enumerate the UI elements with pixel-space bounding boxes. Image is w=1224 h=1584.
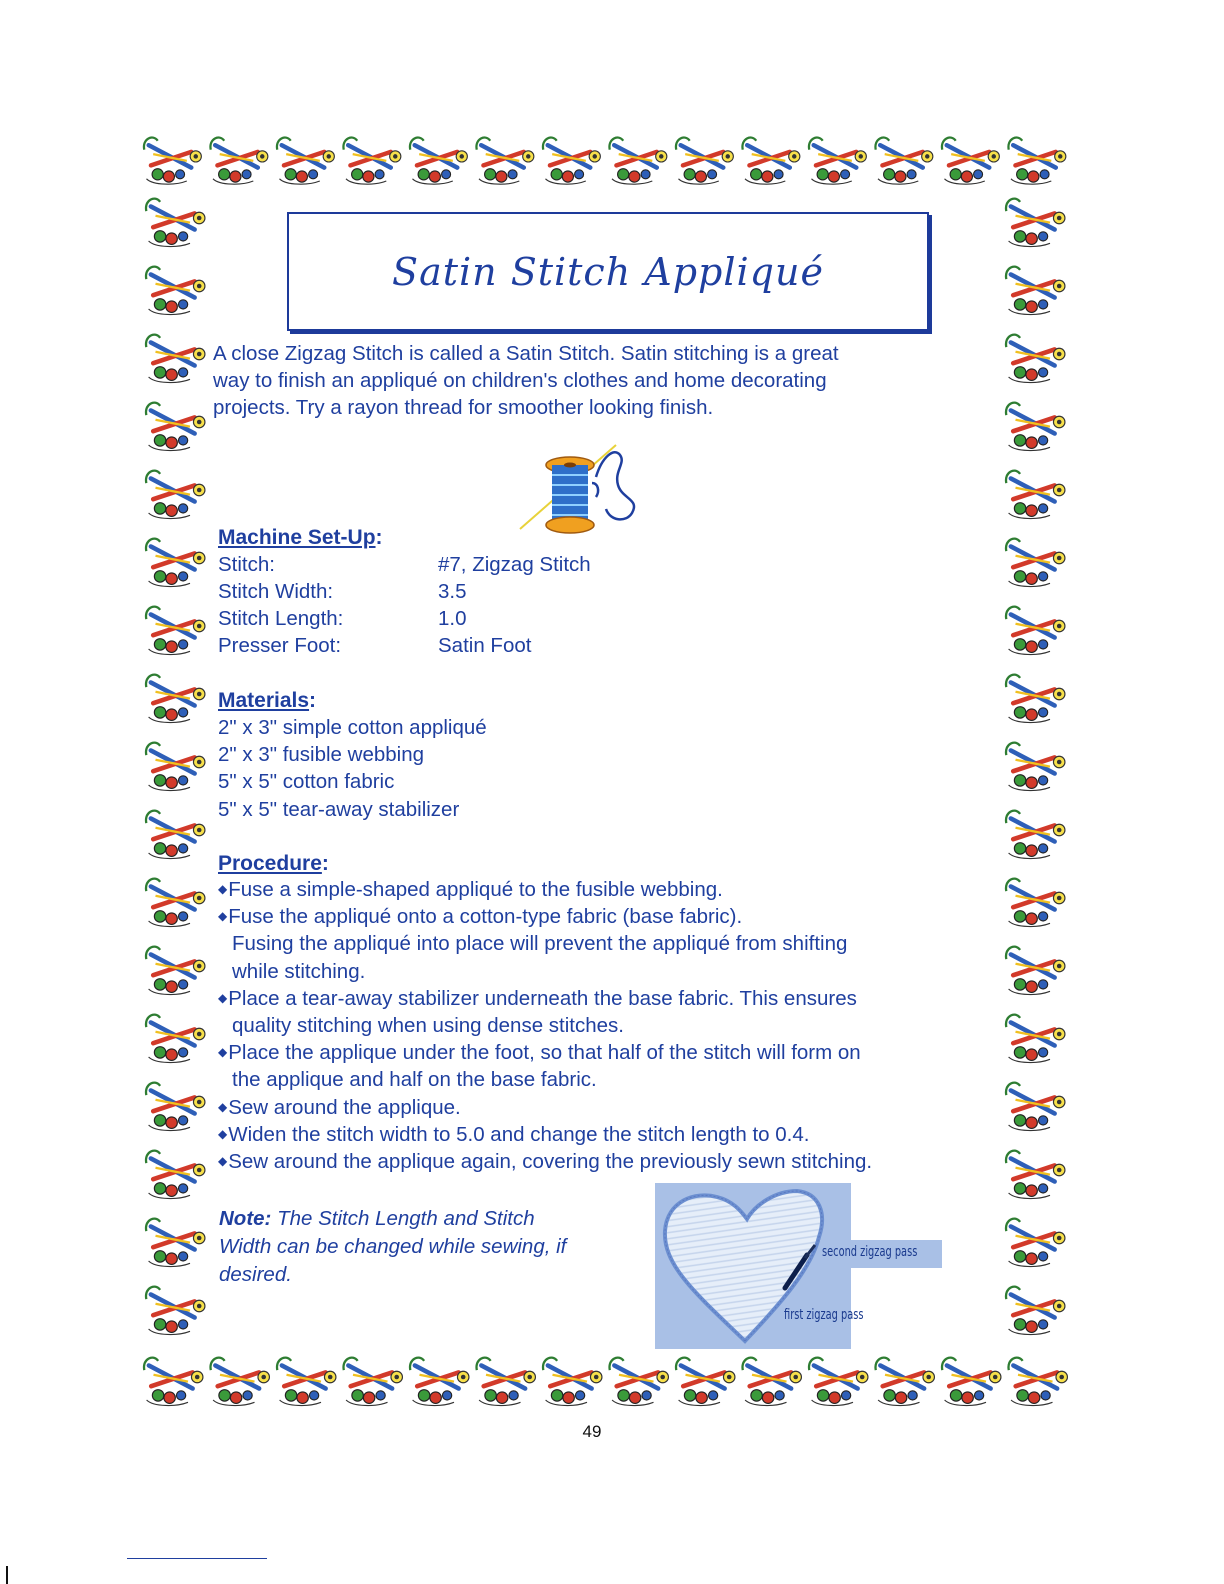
scissors-spool-icon: [1008, 138, 1065, 185]
scissors-spool-icon: [1006, 199, 1065, 247]
scissors-spool-icon: [146, 947, 205, 995]
second-pass-label: second zigzag pass: [822, 1244, 918, 1260]
scissors-spool-icon: [476, 1358, 535, 1406]
scissors-spool-icon: [1006, 539, 1065, 587]
scissors-spool-icon: [1006, 743, 1065, 791]
scissors-spool-icon: [410, 1358, 469, 1406]
scissors-spool-icon: [343, 138, 400, 185]
scissors-spool-icon: [1006, 879, 1065, 927]
bullet-icon: ◆: [218, 1126, 228, 1141]
thread-spool-icon: [518, 437, 638, 537]
scissors-spool-icon: [1006, 947, 1065, 995]
page-title: Satin Stitch Appliqué: [392, 249, 824, 294]
intro-paragraph: [213, 340, 973, 421]
scissors-spool-icon: [1006, 1151, 1065, 1199]
scissors-spool-icon: [742, 1358, 801, 1406]
scissors-spool-icon: [1006, 403, 1065, 451]
list-item: ◆Sew around the applique.: [218, 1095, 461, 1119]
list-item: 5" x 5" cotton fabric: [218, 770, 395, 794]
scissors-spool-icon: [676, 138, 733, 185]
scissors-spool-icon: [146, 471, 205, 519]
list-item: ◆Fuse the appliqué onto a cotton-type fabric (base fabric).: [218, 905, 743, 929]
note-text: desired.: [219, 1263, 292, 1286]
scissors-spool-icon: [543, 138, 600, 185]
scissors-spool-icon: [144, 138, 201, 185]
intro-line: projects. Try a rayon thread for smoother looking finish.: [213, 396, 714, 419]
scissors-spool-icon: [476, 138, 533, 185]
scissors-spool-icon: [1006, 1287, 1065, 1335]
setup-row: [218, 551, 591, 578]
scissors-spool-icon: [410, 138, 467, 185]
scissors-spool-icon: [1006, 1015, 1065, 1063]
scissors-spool-icon: [1008, 1358, 1067, 1406]
scissors-spool-icon: [1006, 267, 1065, 315]
scissors-spool-icon: [277, 1358, 336, 1406]
list-item: ◆Place the applique under the foot, so that half of the stitch will form on: [218, 1041, 861, 1065]
scissors-spool-icon: [875, 138, 932, 185]
scissors-spool-icon: [146, 811, 205, 859]
list-item: ◆Sew around the applique again, covering the previously sewn stitching.: [218, 1150, 873, 1174]
bullet-icon: ◆: [218, 882, 228, 896]
bullet-icon: ◆: [218, 1154, 228, 1169]
footer-rule: [127, 1558, 267, 1559]
scissors-spool-icon: [609, 1358, 668, 1406]
scissors-spool-icon: [146, 199, 205, 247]
scissors-spool-icon: [146, 267, 205, 315]
scissors-spool-icon: [676, 1358, 735, 1406]
materials-heading: Materials:: [218, 689, 317, 712]
list-item-continuation: the applique and half on the base fabric.: [232, 1068, 597, 1092]
bullet-icon: ◆: [218, 990, 228, 1005]
scissors-spool-icon: [809, 138, 866, 185]
scissors-spool-icon: [277, 138, 334, 185]
scissors-spool-icon: [144, 1358, 203, 1406]
setup-value: Satin Foot: [438, 634, 532, 657]
machine-setup-heading: Machine Set-Up:: [218, 526, 383, 549]
list-item: 2" x 3" simple cotton appliqué: [218, 716, 487, 739]
scissors-spool-icon: [1006, 675, 1065, 723]
scissors-spool-icon: [609, 138, 666, 185]
scissors-spool-icon: [146, 1287, 205, 1335]
setup-value: #7, Zigzag Stitch: [438, 553, 591, 576]
scissors-spool-icon: [1006, 1219, 1065, 1267]
margin-mark: [6, 1566, 8, 1584]
intro-line: A close Zigzag Stitch is called a Satin Stitch. Satin stitching is a great: [213, 342, 839, 365]
setup-label: Stitch Width:: [218, 580, 334, 603]
list-item: 5" x 5" tear-away stabilizer: [218, 797, 460, 821]
list-item: ◆Place a tear-away stabilizer underneath the base fabric. This ensures: [218, 986, 857, 1010]
scissors-border-left-icon: [142, 195, 217, 1355]
scissors-spool-icon: [146, 1083, 205, 1131]
note-text: Width can be changed while sewing, if: [219, 1235, 567, 1258]
scissors-spool-icon: [1006, 335, 1065, 383]
bullet-icon: ◆: [218, 1045, 228, 1060]
procedure-list: [218, 876, 988, 1175]
setup-value: 3.5: [438, 580, 467, 603]
scissors-spool-icon: [1006, 811, 1065, 859]
list-item-continuation: Fusing the appliqué into place will prevent the appliqué from shifting: [232, 932, 848, 956]
setup-value: 1.0: [438, 607, 467, 630]
scissors-spool-icon: [742, 138, 799, 185]
list-item: ◆Widen the stitch width to 5.0 and change the stitch length to 0.4.: [218, 1122, 810, 1146]
scissors-spool-icon: [146, 403, 205, 451]
setup-label: Stitch:: [218, 553, 275, 576]
scissors-spool-icon: [146, 539, 205, 587]
scissors-spool-icon: [543, 1358, 602, 1406]
title-box: [287, 212, 929, 331]
list-item-continuation: while stitching.: [232, 959, 366, 983]
page-number: 49: [582, 1422, 602, 1441]
scissors-border-top-icon: [142, 130, 1077, 195]
procedure-heading: Procedure:: [218, 852, 329, 875]
first-pass-label: first zigzag pass: [784, 1307, 864, 1323]
note-text: The Stitch Length and Stitch: [277, 1207, 535, 1230]
setup-row: [218, 632, 531, 659]
note-label: Note:: [219, 1207, 272, 1230]
scissors-spool-icon: [1006, 1083, 1065, 1131]
bullet-icon: ◆: [218, 1099, 228, 1114]
setup-label: Stitch Length:: [218, 607, 344, 630]
list-item-continuation: quality stitching when using dense stitches.: [232, 1014, 625, 1038]
list-item: 2" x 3" fusible webbing: [218, 743, 425, 767]
scissors-spool-icon: [146, 879, 205, 927]
scissors-spool-icon: [146, 607, 205, 655]
scissors-spool-icon: [146, 335, 205, 383]
note: [219, 1205, 639, 1289]
setup-label: Presser Foot:: [218, 634, 342, 657]
scissors-spool-icon: [146, 1219, 205, 1267]
scissors-spool-icon: [1006, 607, 1065, 655]
list-item: ◆Fuse a simple-shaped appliqué to the fusible webbing.: [218, 878, 723, 901]
scissors-spool-icon: [146, 1151, 205, 1199]
scissors-spool-icon: [343, 1358, 402, 1406]
scissors-border-bottom-icon: [142, 1350, 1077, 1418]
materials-list: [218, 714, 487, 823]
scissors-spool-icon: [942, 138, 999, 185]
setup-row: [218, 578, 467, 605]
intro-line: way to finish an appliqué on children's clothes and home decorating: [213, 369, 827, 392]
scissors-border-right-icon: [1000, 195, 1078, 1355]
scissors-spool-icon: [210, 138, 267, 185]
scissors-spool-icon: [1006, 471, 1065, 519]
scissors-spool-icon: [210, 1358, 269, 1406]
scissors-spool-icon: [146, 675, 205, 723]
scissors-spool-icon: [942, 1358, 1001, 1406]
scissors-spool-icon: [146, 1015, 205, 1063]
scissors-spool-icon: [809, 1358, 868, 1406]
scissors-spool-icon: [146, 743, 205, 791]
setup-row: [218, 605, 467, 632]
scissors-spool-icon: [875, 1358, 934, 1406]
bullet-icon: ◆: [218, 909, 228, 924]
